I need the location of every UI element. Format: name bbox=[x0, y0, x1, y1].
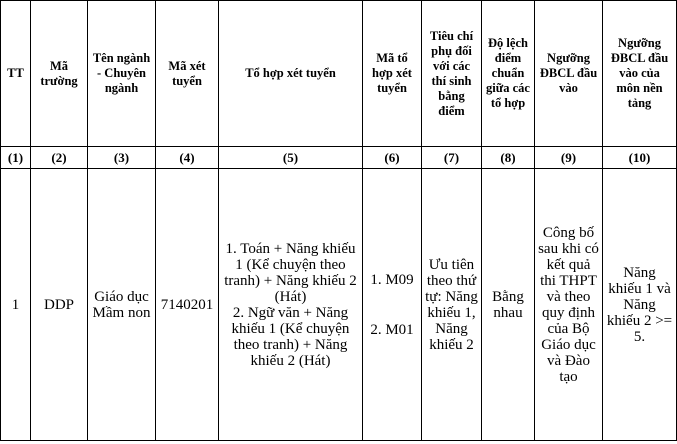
column-number: (6) bbox=[363, 147, 422, 169]
header-admission-code: Mã xét tuyển bbox=[156, 1, 219, 147]
header-major: Tên ngành - Chuyên ngành bbox=[88, 1, 156, 147]
column-number: (2) bbox=[31, 147, 88, 169]
cell-combination-codes bbox=[363, 169, 422, 441]
combination-code-2: 2. M01 bbox=[370, 321, 414, 338]
column-number: (5) bbox=[219, 147, 363, 169]
cell-core-threshold: Năng khiếu 1 và Năng khiếu 2 >= 5. bbox=[603, 169, 677, 441]
cell-tt: 1 bbox=[1, 169, 31, 441]
column-number: (7) bbox=[422, 147, 482, 169]
table-row bbox=[1, 169, 677, 441]
cell-combinations bbox=[219, 169, 363, 441]
cell-school-code: DDP bbox=[31, 169, 88, 441]
header-combination-codes: Mã tổ hợp xét tuyển bbox=[363, 1, 422, 147]
column-number: (9) bbox=[535, 147, 603, 169]
column-number-row bbox=[1, 147, 677, 169]
header-tt: TT bbox=[1, 1, 31, 147]
header-school-code: Mã trường bbox=[31, 1, 88, 147]
cell-major: Giáo dục Mầm non bbox=[88, 169, 156, 441]
cell-deviation: Bằng nhau bbox=[482, 169, 535, 441]
header-deviation: Độ lệch điểm chuẩn giữa các tổ hợp bbox=[482, 1, 535, 147]
column-number: (10) bbox=[603, 147, 677, 169]
header-core-threshold: Ngưỡng ĐBCL đầu vào của môn nền tảng bbox=[603, 1, 677, 147]
combination-code-1: 1. M09 bbox=[370, 271, 414, 288]
cell-quality-threshold: Công bố sau khi có kết quả thi THPT và theo quy định của Bộ Giáo dục và Đào tạo bbox=[535, 169, 603, 441]
header-combinations: Tổ hợp xét tuyển bbox=[219, 1, 363, 147]
column-number: (3) bbox=[88, 147, 156, 169]
header-quality-threshold: Ngưỡng ĐBCL đầu vào bbox=[535, 1, 603, 147]
combination-1: 1. Toán + Năng khiếu 1 (Kể chuyện theo tranh) + Năng khiếu 2 (Hát) bbox=[224, 240, 357, 305]
header-tiebreak: Tiêu chí phụ đối với các thí sinh bằng điểm bbox=[422, 1, 482, 147]
header-row bbox=[1, 1, 677, 147]
spacer bbox=[366, 288, 418, 322]
column-number: (1) bbox=[1, 147, 31, 169]
cell-tiebreak: Ưu tiên theo thứ tự: Năng khiếu 1, Năng khiếu 2 bbox=[422, 169, 482, 441]
cell-admission-code: 7140201 bbox=[156, 169, 219, 441]
combination-2: 2. Ngữ văn + Năng khiếu 1 (Kể chuyện theo tranh) + Năng khiếu 2 (Hát) bbox=[231, 304, 350, 369]
column-number: (8) bbox=[482, 147, 535, 169]
column-number: (4) bbox=[156, 147, 219, 169]
